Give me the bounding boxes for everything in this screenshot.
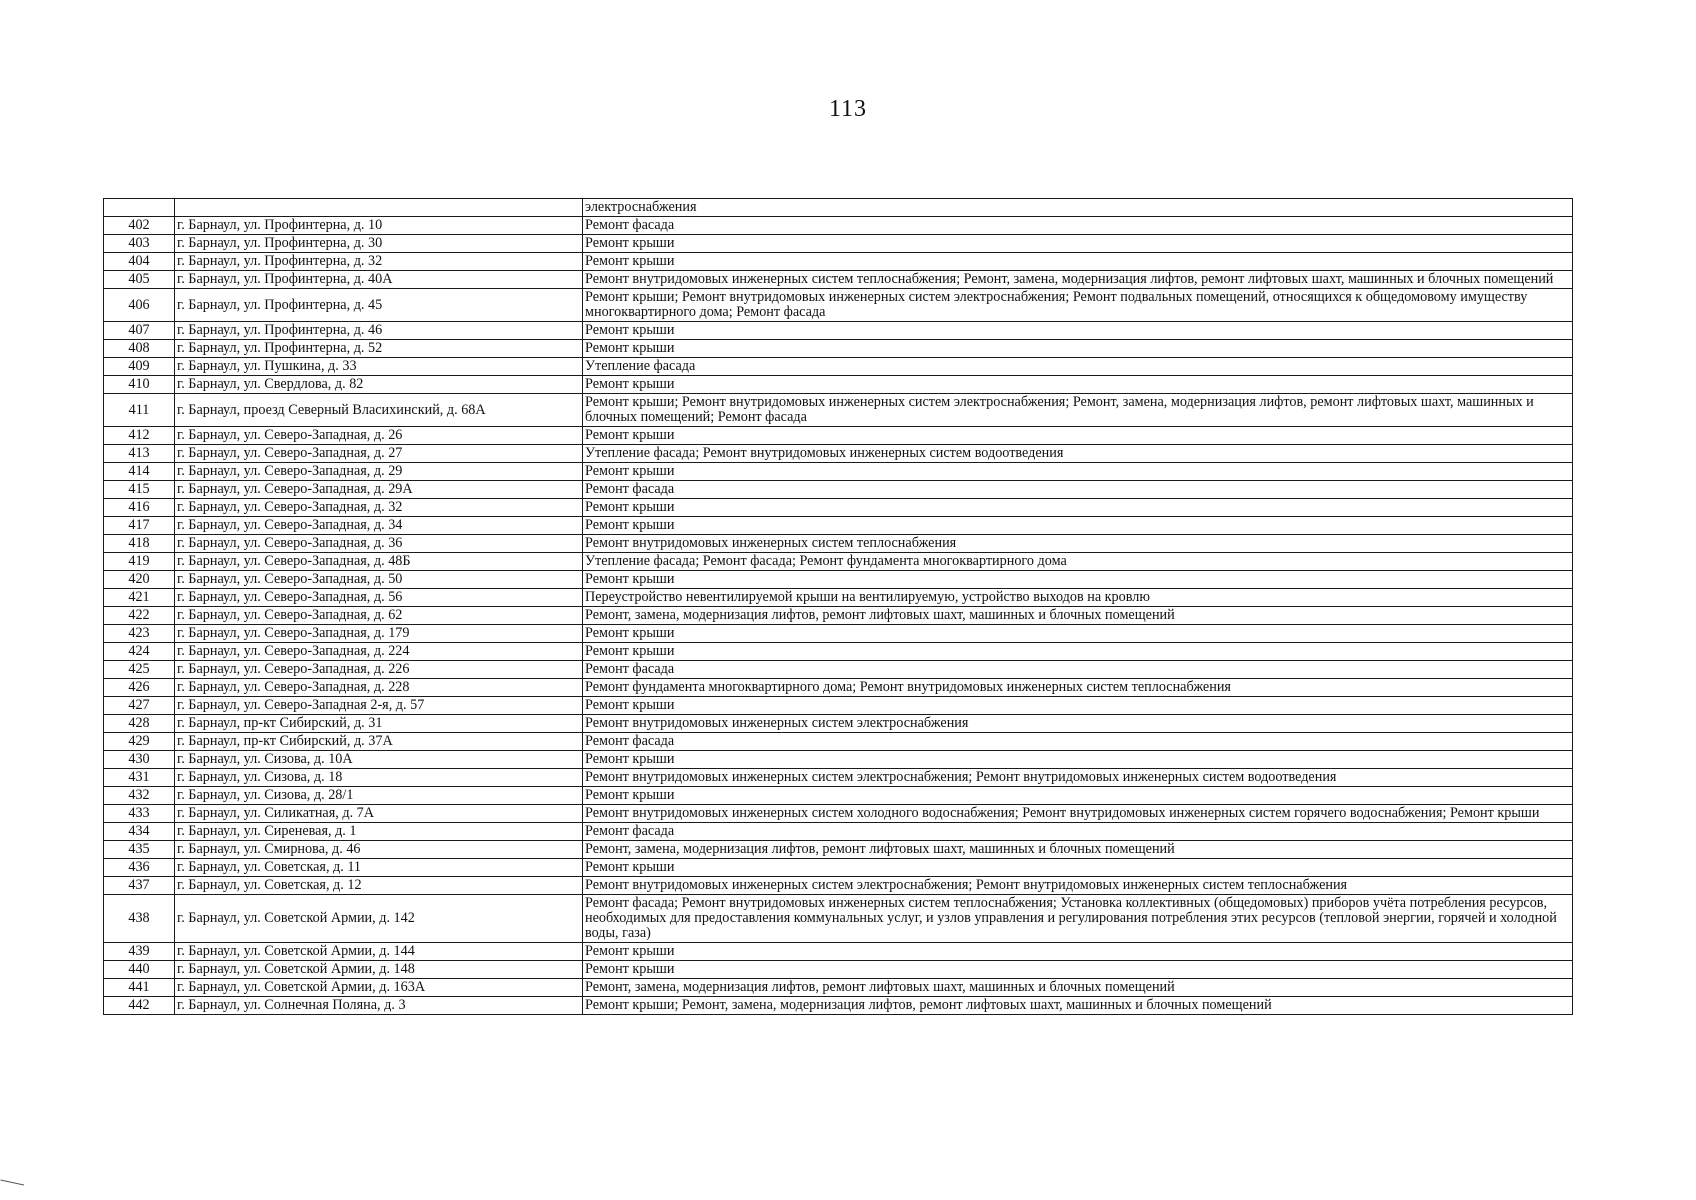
works-cell: Ремонт, замена, модернизация лифтов, ремонт лифтовых шахт, машинных и блочных помещений [583, 979, 1573, 997]
table-row [104, 715, 1573, 733]
works-cell: Ремонт крыши [583, 340, 1573, 358]
row-number-cell: 423 [104, 625, 175, 643]
address-cell: г. Барнаул, ул. Северо-Западная 2-я, д. 57 [175, 697, 583, 715]
table-row [104, 499, 1573, 517]
works-cell: Ремонт внутридомовых инженерных систем электроснабжения; Ремонт внутридомовых инженерных систем теплоснабжения [583, 877, 1573, 895]
table-row [104, 340, 1573, 358]
table-row [104, 289, 1573, 322]
works-cell: Ремонт, замена, модернизация лифтов, ремонт лифтовых шахт, машинных и блочных помещений [583, 607, 1573, 625]
row-number-cell [104, 199, 175, 217]
works-cell: Ремонт фасада [583, 661, 1573, 679]
scan-artifact-mark [0, 1180, 24, 1188]
works-cell: Ремонт крыши; Ремонт внутридомовых инженерных систем электроснабжения; Ремонт, замена, модернизация лифтов, ремонт лифтовых шахт, машинных и блочных помещений; Ремонт фасада [583, 394, 1573, 427]
address-cell: г. Барнаул, ул. Сиреневая, д. 1 [175, 823, 583, 841]
row-number-cell: 429 [104, 733, 175, 751]
table-row [104, 427, 1573, 445]
table-row [104, 463, 1573, 481]
address-cell: г. Барнаул, ул. Смирнова, д. 46 [175, 841, 583, 859]
row-number-cell: 417 [104, 517, 175, 535]
address-cell: г. Барнаул, ул. Профинтерна, д. 30 [175, 235, 583, 253]
table-row [104, 805, 1573, 823]
address-cell: г. Барнаул, ул. Северо-Западная, д. 26 [175, 427, 583, 445]
works-cell: Ремонт крыши [583, 625, 1573, 643]
works-cell: Ремонт крыши [583, 376, 1573, 394]
table-row [104, 979, 1573, 997]
table-row [104, 769, 1573, 787]
address-cell: г. Барнаул, ул. Северо-Западная, д. 36 [175, 535, 583, 553]
row-number-cell: 430 [104, 751, 175, 769]
address-cell [175, 199, 583, 217]
address-cell: г. Барнаул, ул. Советская, д. 11 [175, 859, 583, 877]
address-cell: г. Барнаул, ул. Профинтерна, д. 46 [175, 322, 583, 340]
works-cell: Ремонт крыши [583, 751, 1573, 769]
table-row [104, 253, 1573, 271]
works-cell: Ремонт, замена, модернизация лифтов, ремонт лифтовых шахт, машинных и блочных помещений [583, 841, 1573, 859]
row-number-cell: 418 [104, 535, 175, 553]
address-cell: г. Барнаул, ул. Северо-Западная, д. 29А [175, 481, 583, 499]
table-row [104, 217, 1573, 235]
table-row [104, 571, 1573, 589]
row-number-cell: 407 [104, 322, 175, 340]
row-number-cell: 410 [104, 376, 175, 394]
works-cell: Утепление фасада; Ремонт фасада; Ремонт фундамента многоквартирного дома [583, 553, 1573, 571]
row-number-cell: 422 [104, 607, 175, 625]
works-cell: Ремонт крыши [583, 787, 1573, 805]
table-row [104, 961, 1573, 979]
address-cell: г. Барнаул, ул. Северо-Западная, д. 34 [175, 517, 583, 535]
table-row [104, 271, 1573, 289]
works-cell: Ремонт крыши [583, 859, 1573, 877]
table-row [104, 358, 1573, 376]
row-number-cell: 426 [104, 679, 175, 697]
works-cell: Ремонт крыши [583, 697, 1573, 715]
address-cell: г. Барнаул, ул. Советской Армии, д. 163А [175, 979, 583, 997]
table-row [104, 733, 1573, 751]
row-number-cell: 424 [104, 643, 175, 661]
table-row [104, 589, 1573, 607]
address-cell: г. Барнаул, пр-кт Сибирский, д. 31 [175, 715, 583, 733]
row-number-cell: 440 [104, 961, 175, 979]
page-number: 113 [828, 96, 868, 122]
table-row [104, 481, 1573, 499]
works-cell: Ремонт фундамента многоквартирного дома; Ремонт внутридомовых инженерных систем теплоснабжения [583, 679, 1573, 697]
row-number-cell: 408 [104, 340, 175, 358]
row-number-cell: 404 [104, 253, 175, 271]
address-cell: г. Барнаул, ул. Свердлова, д. 82 [175, 376, 583, 394]
row-number-cell: 414 [104, 463, 175, 481]
address-cell: г. Барнаул, ул. Северо-Западная, д. 228 [175, 679, 583, 697]
table-row [104, 625, 1573, 643]
works-cell: Ремонт крыши [583, 961, 1573, 979]
row-number-cell: 413 [104, 445, 175, 463]
works-cell: Ремонт крыши [583, 427, 1573, 445]
address-cell: г. Барнаул, проезд Северный Власихинский, д. 68А [175, 394, 583, 427]
works-cell: Ремонт фасада [583, 823, 1573, 841]
table-row [104, 751, 1573, 769]
row-number-cell: 420 [104, 571, 175, 589]
address-cell: г. Барнаул, ул. Пушкина, д. 33 [175, 358, 583, 376]
address-cell: г. Барнаул, ул. Северо-Западная, д. 50 [175, 571, 583, 589]
works-cell: Ремонт крыши [583, 499, 1573, 517]
table-row [104, 877, 1573, 895]
address-cell: г. Барнаул, ул. Северо-Западная, д. 29 [175, 463, 583, 481]
works-cell: Ремонт фасада; Ремонт внутридомовых инженерных систем теплоснабжения; Установка коллективных (общедомовых) приборов учёта потребления ресурсов, необходимых для предоставления коммунальных услуг, и узлов управления и регулирования потребления этих ресурсов (тепловой энергии, горячей и холодной воды, газа) [583, 895, 1573, 943]
works-cell: Ремонт крыши [583, 517, 1573, 535]
works-cell: Ремонт крыши [583, 643, 1573, 661]
address-cell: г. Барнаул, ул. Северо-Западная, д. 32 [175, 499, 583, 517]
address-cell: г. Барнаул, ул. Солнечная Поляна, д. 3 [175, 997, 583, 1015]
table-row [104, 199, 1573, 217]
works-cell: Ремонт внутридомовых инженерных систем электроснабжения [583, 715, 1573, 733]
row-number-cell: 427 [104, 697, 175, 715]
row-number-cell: 406 [104, 289, 175, 322]
address-cell: г. Барнаул, ул. Советской Армии, д. 142 [175, 895, 583, 943]
address-cell: г. Барнаул, ул. Северо-Западная, д. 62 [175, 607, 583, 625]
row-number-cell: 441 [104, 979, 175, 997]
table-row [104, 376, 1573, 394]
table-row [104, 607, 1573, 625]
works-cell: Переустройство невентилируемой крыши на вентилируемую, устройство выходов на кровлю [583, 589, 1573, 607]
table-row [104, 517, 1573, 535]
row-number-cell: 434 [104, 823, 175, 841]
row-number-cell: 402 [104, 217, 175, 235]
works-cell: Утепление фасада [583, 358, 1573, 376]
table-row [104, 943, 1573, 961]
row-number-cell: 409 [104, 358, 175, 376]
table-row [104, 841, 1573, 859]
table-row [104, 445, 1573, 463]
works-cell: Ремонт фасада [583, 481, 1573, 499]
works-cell: Ремонт крыши [583, 322, 1573, 340]
address-cell: г. Барнаул, ул. Советской Армии, д. 144 [175, 943, 583, 961]
table-row [104, 661, 1573, 679]
row-number-cell: 425 [104, 661, 175, 679]
works-cell: Ремонт внутридомовых инженерных систем теплоснабжения [583, 535, 1573, 553]
address-cell: г. Барнаул, ул. Северо-Западная, д. 224 [175, 643, 583, 661]
address-cell: г. Барнаул, ул. Профинтерна, д. 32 [175, 253, 583, 271]
address-cell: г. Барнаул, ул. Профинтерна, д. 40А [175, 271, 583, 289]
address-cell: г. Барнаул, ул. Сизова, д. 18 [175, 769, 583, 787]
works-cell: Ремонт крыши; Ремонт внутридомовых инженерных систем электроснабжения; Ремонт подвальных помещений, относящихся к общедомовому имуществу многоквартирного дома; Ремонт фасада [583, 289, 1573, 322]
row-number-cell: 432 [104, 787, 175, 805]
works-cell: электроснабжения [583, 199, 1573, 217]
works-cell: Ремонт крыши [583, 571, 1573, 589]
works-cell: Утепление фасада; Ремонт внутридомовых инженерных систем водоотведения [583, 445, 1573, 463]
works-cell: Ремонт крыши; Ремонт, замена, модернизация лифтов, ремонт лифтовых шахт, машинных и блочных помещений [583, 997, 1573, 1015]
address-cell: г. Барнаул, ул. Сизова, д. 28/1 [175, 787, 583, 805]
works-cell: Ремонт внутридомовых инженерных систем электроснабжения; Ремонт внутридомовых инженерных систем водоотведения [583, 769, 1573, 787]
table-body [104, 199, 1573, 1015]
address-cell: г. Барнаул, ул. Северо-Западная, д. 179 [175, 625, 583, 643]
works-cell: Ремонт крыши [583, 463, 1573, 481]
address-cell: г. Барнаул, ул. Профинтерна, д. 52 [175, 340, 583, 358]
address-cell: г. Барнаул, ул. Профинтерна, д. 45 [175, 289, 583, 322]
row-number-cell: 416 [104, 499, 175, 517]
address-cell: г. Барнаул, ул. Советская, д. 12 [175, 877, 583, 895]
table-row [104, 643, 1573, 661]
row-number-cell: 439 [104, 943, 175, 961]
table-row [104, 553, 1573, 571]
table-row [104, 859, 1573, 877]
row-number-cell: 412 [104, 427, 175, 445]
works-cell: Ремонт крыши [583, 943, 1573, 961]
works-cell: Ремонт фасада [583, 217, 1573, 235]
table-row [104, 235, 1573, 253]
repair-works-table [103, 198, 1573, 1015]
table-row [104, 823, 1573, 841]
address-cell: г. Барнаул, ул. Северо-Западная, д. 56 [175, 589, 583, 607]
table-row [104, 394, 1573, 427]
works-cell: Ремонт фасада [583, 733, 1573, 751]
row-number-cell: 436 [104, 859, 175, 877]
table-row [104, 697, 1573, 715]
works-cell: Ремонт крыши [583, 253, 1573, 271]
table-row [104, 535, 1573, 553]
address-cell: г. Барнаул, ул. Северо-Западная, д. 48Б [175, 553, 583, 571]
address-cell: г. Барнаул, ул. Силикатная, д. 7А [175, 805, 583, 823]
address-cell: г. Барнаул, ул. Профинтерна, д. 10 [175, 217, 583, 235]
row-number-cell: 428 [104, 715, 175, 733]
table-row [104, 997, 1573, 1015]
row-number-cell: 415 [104, 481, 175, 499]
works-cell: Ремонт крыши [583, 235, 1573, 253]
row-number-cell: 421 [104, 589, 175, 607]
row-number-cell: 433 [104, 805, 175, 823]
row-number-cell: 438 [104, 895, 175, 943]
table-row [104, 679, 1573, 697]
row-number-cell: 419 [104, 553, 175, 571]
row-number-cell: 437 [104, 877, 175, 895]
row-number-cell: 442 [104, 997, 175, 1015]
row-number-cell: 411 [104, 394, 175, 427]
row-number-cell: 405 [104, 271, 175, 289]
address-cell: г. Барнаул, ул. Северо-Западная, д. 27 [175, 445, 583, 463]
row-number-cell: 435 [104, 841, 175, 859]
works-cell: Ремонт внутридомовых инженерных систем теплоснабжения; Ремонт, замена, модернизация лифтов, ремонт лифтовых шахт, машинных и блочных помещений [583, 271, 1573, 289]
address-cell: г. Барнаул, ул. Советской Армии, д. 148 [175, 961, 583, 979]
address-cell: г. Барнаул, ул. Сизова, д. 10А [175, 751, 583, 769]
works-cell: Ремонт внутридомовых инженерных систем холодного водоснабжения; Ремонт внутридомовых инженерных систем горячего водоснабжения; Ремонт крыши [583, 805, 1573, 823]
address-cell: г. Барнаул, пр-кт Сибирский, д. 37А [175, 733, 583, 751]
address-cell: г. Барнаул, ул. Северо-Западная, д. 226 [175, 661, 583, 679]
row-number-cell: 431 [104, 769, 175, 787]
row-number-cell: 403 [104, 235, 175, 253]
table-row [104, 787, 1573, 805]
table-row [104, 895, 1573, 943]
table-row [104, 322, 1573, 340]
